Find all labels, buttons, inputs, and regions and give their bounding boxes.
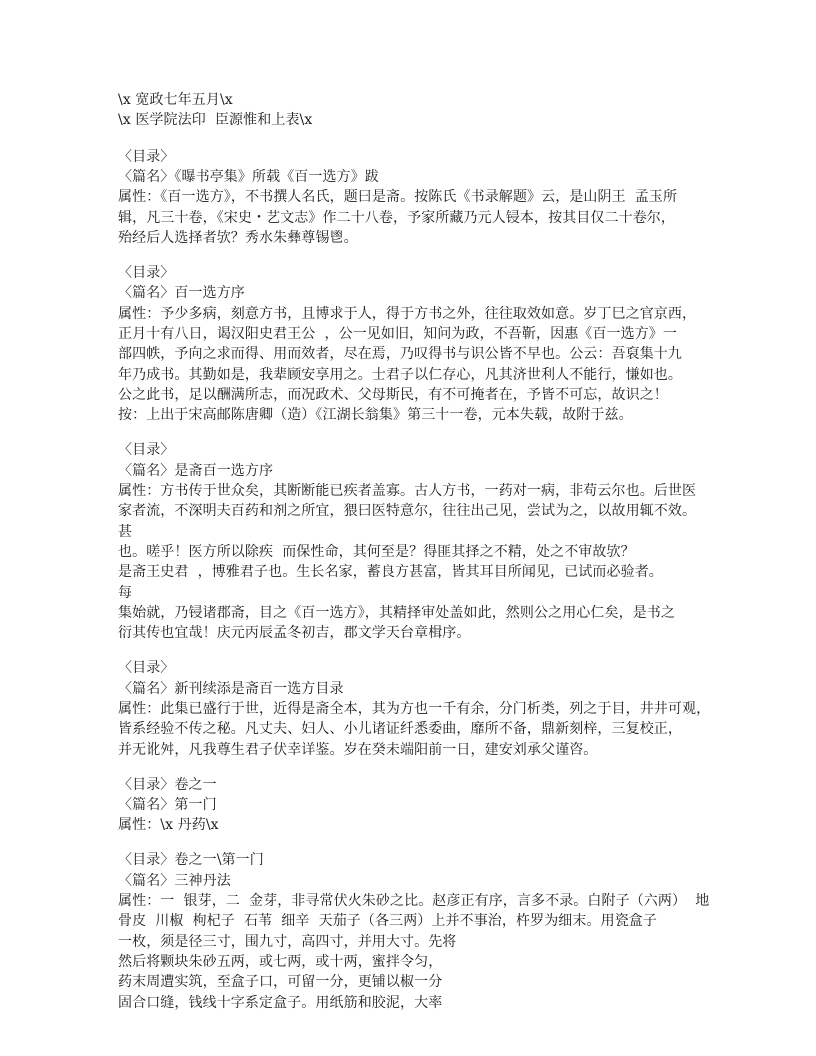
mulu-label: 〈目录〉 [118, 265, 175, 281]
body-line: 也。嗟乎！医方所以除疾 而保性命，其何至是？得匪其择之不精，处之不审故欤？ [118, 544, 635, 561]
body-line: 并无讹舛，凡我尊生君子伏幸详鉴。岁在癸未端阳前一日，建安刘承父谨咨。 [118, 741, 598, 758]
body-line: 固合口缝，钱线十字系定盒子。用纸筋和胶泥，大率 [118, 994, 443, 1011]
body-line: 一枚，须是径三寸，围九寸，高四寸，并用大寸。先将 [118, 933, 457, 950]
entry-1 [118, 147, 708, 249]
body-line: 属性：此集已盛行于世，近得是斋全本，其为方也一千有余，分门析类，列之于目，井井可观， [118, 701, 711, 718]
body-line: 辑，凡三十卷，《宋史・艺文志》作二十八卷，予家所藏乃元人锓本，按其目仅二十卷尔， [118, 209, 675, 226]
body-line: 是斋王史君 ，博雅君子也。生长名家，蓄良方甚富，皆其耳目所闻见，已试而必验者。 [118, 564, 663, 581]
mulu-label: 〈目录〉卷之一\第一门 [118, 852, 264, 869]
body-line: 皆系经验不传之秘。凡丈夫、妇人、小儿诸证纤悉委曲，靡所不备，鼎新刻梓，三复校正， [118, 721, 682, 738]
pianming-title: 〈篇名〉是斋百一选方序 [118, 462, 274, 479]
body-line: 属性：《百一选方》，不书撰人名氏，题曰是斋。按陈氏《书录解题》云，是山阴王 孟玉所 [118, 189, 678, 206]
body-line: 甚 [118, 523, 133, 540]
body-line: 部四帙，予向之求而得、用而效者，尽在焉，乃叹得书与识公皆不早也。公云：吾裒集十九 [118, 346, 682, 363]
body-line: 公之此书，足以酬满所志，而况政术、父母斯民，有不可掩者在，予皆不可忘，故识之！ [118, 387, 668, 404]
body-line: 然后将颗块朱砂五两，或七两，或十两，蜜拌令匀， [118, 954, 443, 971]
body-line: 衍其传也宜哉！庆元丙辰孟冬初吉，郡文学天台章楫序。 [118, 625, 471, 642]
body-line: 属性：予少多病，刻意方书，且博求于人，得于方书之外，往往取效如意。岁丁巳之官京西， [118, 305, 697, 322]
body-line: 按：上出于宋高邮陈唐卿（造）《江湖长翁集》第三十一卷，元本失载，故附于兹。 [118, 407, 633, 424]
pianming-title: 〈篇名〉新刊续添是斋百一选方目录 [118, 680, 344, 697]
mulu-label: 〈目录〉 [118, 660, 175, 677]
entry-5 [118, 775, 708, 836]
body-line: 属性：\x 丹药\x [118, 817, 219, 834]
body-line: 殆经后人选择者欤？秀水朱彝尊锡鬯。 [118, 230, 358, 247]
header-author-line: \x 医学院法印 臣源惟和上表\x [118, 112, 313, 129]
body-line: 每 [118, 584, 133, 601]
document-body [118, 90, 711, 1028]
pianming-title: 〈篇名〉百一选方序 [118, 285, 245, 302]
body-line: 集始就，乃锓诸郡斋，目之《百一选方》，其精择审处盖如此，然则公之用心仁矣，是书之 [118, 605, 675, 622]
body-line: 家者流，不深明夫百药和剂之所宜，猥曰医特意尔，往往出己见，尝试为之，以故用辄不效。 [118, 503, 697, 520]
pianming-title: 〈篇名〉《曝书亭集》所载《百一选方》跋 [118, 169, 379, 186]
entry-3 [118, 440, 708, 643]
header-date-line: \x 宽政七年五月\x [118, 92, 233, 108]
body-line: 年乃成书。其勤如是，我辈顾安享用之。士君子以仁存心，凡其济世利人不能行，慊如也。 [118, 366, 682, 383]
body-line: 正月十有八日，谒汉阳史君王公 ，公一见如旧，知问为政，不吾靳，因惠《百一选方》一 [118, 326, 677, 343]
mulu-label: 〈目录〉 [118, 442, 175, 459]
pianming-title: 〈篇名〉三神丹法 [118, 872, 231, 889]
entry-6 [118, 850, 708, 1013]
mulu-label: 〈目录〉卷之一 [118, 776, 217, 793]
body-line: 属性：方书传于世众矣，其断断能已疾者盖寡。古人方书，一药对一病，非苟云尔也。后世医 [118, 483, 697, 500]
body-line: 属性：一 银芽，二 金芽，非寻常伏火朱砂之比。赵彦正有序，言多不录。白附子（六两） 地 [118, 893, 710, 909]
pianming-title: 〈篇名〉第一门 [118, 797, 217, 814]
mulu-label: 〈目录〉 [118, 148, 175, 165]
document-header [118, 90, 708, 131]
body-line: 药末周遭实筑，至盒子口，可留一分，更铺以椒一分 [118, 974, 443, 991]
body-line: 骨皮 川椒 枸杞子 石苇 细辛 天茄子（各三两）上并不事治，杵罗为细末。用瓷盒子 [118, 913, 657, 930]
entry-4 [118, 658, 711, 760]
entry-2 [118, 263, 708, 426]
